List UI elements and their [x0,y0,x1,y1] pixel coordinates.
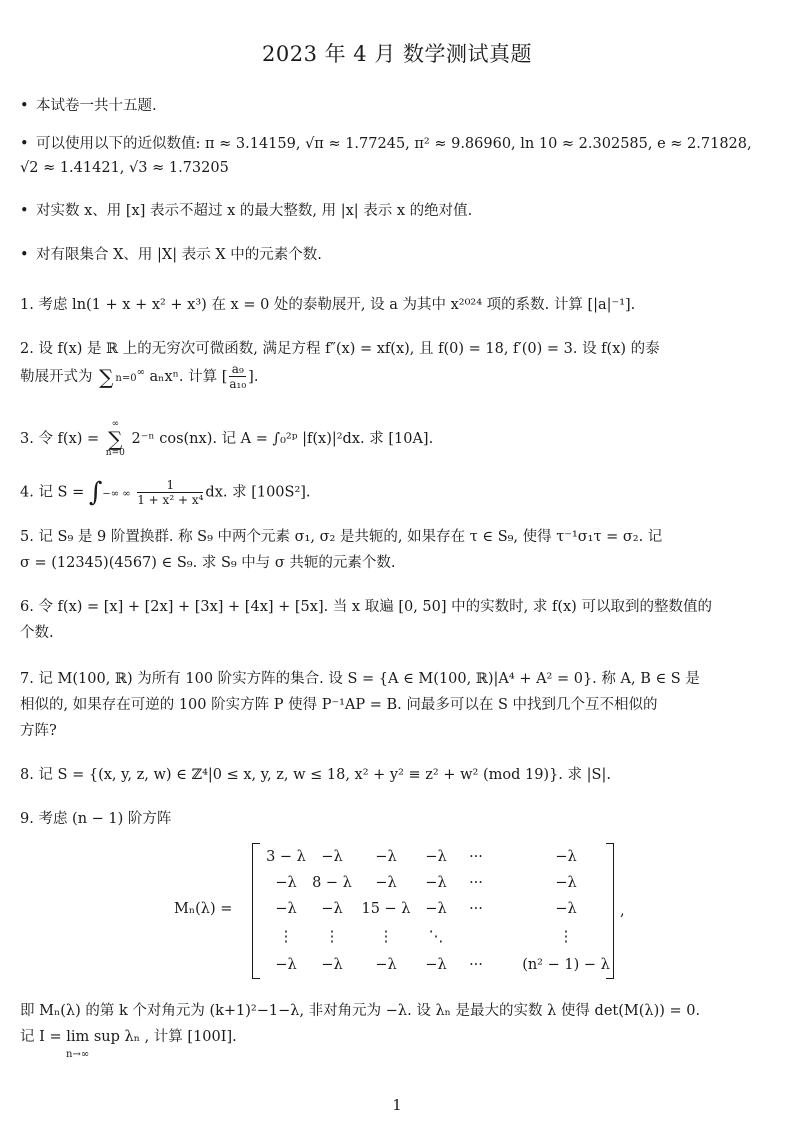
matrix-cell: ⋮ [278,929,294,945]
integral-symbol: ∫ [88,477,103,508]
bullet-text: 本试卷一共十五题. [36,98,157,114]
matrix-cell: −λ [321,901,343,917]
limsup-subscript: n→∞ [66,1049,90,1060]
sum-symbol: ∞ ∑ n=0 [105,419,125,458]
matrix-cell: −λ [425,875,447,891]
matrix-cell: ··· [469,901,483,917]
matrix-comma: , [620,903,625,919]
bullet-dot-icon: • [20,203,29,219]
problem-5-line-1: 5. 记 S₉ 是 9 阶置换群. 称 S₉ 中两个元素 σ₁, σ₂ 是共轭的, 如果存在 τ ∈ S₉, 使得 τ⁻¹σ₁τ = σ₂. 记 [20,529,663,545]
problem-6-line-2: 个数. [20,625,54,641]
matrix-cell: −λ [321,957,343,973]
matrix-cell: ⋱ [428,929,444,945]
matrix-cell: −λ [555,875,577,891]
bullet-item [20,95,157,117]
bullet-dot-icon: • [20,136,29,152]
matrix-cell: −λ [425,957,447,973]
problem-9-line-2: 即 Mₙ(λ) 的第 k 个对角元为 (k+1)²−1−λ, 非对角元为 −λ. 设 λₙ 是最大的实数 λ 使得 det(M(λ)) = 0. [20,1003,701,1019]
bullet-dot-icon: • [20,247,29,263]
matrix-cell: 3 − λ [266,849,306,865]
page-title: 2023 年 4 月 数学测试真题 [261,42,532,66]
matrix-cell: −λ [555,901,577,917]
problem-6-line-1: 6. 令 f(x) = [x] + [2x] + [3x] + [4x] + [5x]. 当 x 取遍 [0, 50] 中的实数时, 求 f(x) 可以取到的整数值的 [20,599,712,615]
problem-2-line-1: 2. 设 f(x) 是 ℝ 上的无穷次可微函数, 满足方程 f″(x) = xf(x), 且 f(0) = 18, f′(0) = 3. 设 f(x) 的泰 [20,341,660,357]
matrix-cell: 8 − λ [312,875,352,891]
matrix-cell: −λ [321,849,343,865]
fraction: $\frac{\text{a₉}}{\text{a₁₀}}$ [229,362,247,392]
matrix-cell: −λ [425,901,447,917]
page-number: 1 [392,1096,402,1114]
problem-7-line-1: 7. 记 M(100, ℝ) 为所有 100 阶实方阵的集合. 设 S = {A ∈ M(100, ℝ)|A⁴ + A² = 0}. 称 A, B ∈ S 是 [20,671,700,687]
matrix-cell: (n² − 1) − λ [522,957,610,973]
matrix-cell: ··· [469,957,483,973]
matrix-cell: ⋮ [378,929,394,945]
problem-2-line-2: 勒展开式为 ∑ n=0∞ aₙxⁿ. 计算 [ $\frac{\text{a₉}}{\text{a₁₀}}$ ]. [20,362,259,392]
fraction: $\frac{1}{\text{1 + x² + x⁴}}$ [137,478,204,507]
matrix-cell: ⋮ [558,929,574,945]
bullet-item [20,133,752,155]
problem-7-line-2: 相似的, 如果存在可逆的 100 阶实方阵 P 使得 P⁻¹AP = B. 问最多可以在 S 中找到几个互不相似的 [20,697,658,713]
problem-3: 3. 令 f(x) = ∞ ∑ n=0 2⁻ⁿ cos(nx). 记 A = ∫₀²ᵖ |f(x)|²dx. 求 [10A]. [20,419,434,458]
matrix-label: Mₙ(λ) = [174,901,233,917]
matrix-cell: −λ [275,957,297,973]
bullet-item [20,200,472,222]
matrix-cell: ⋮ [324,929,340,945]
problem-9-line-3: 记 I = lim sup λₙ , 计算 [100I]. [20,1029,237,1045]
problem-1: 1. 考虑 ln(1 + x + x² + x³) 在 x = 0 处的泰勒展开, 设 a 为其中 x²⁰²⁴ 项的系数. 计算 [|a|⁻¹]. [20,297,636,313]
bullet-dot-icon: • [20,98,29,114]
bullet-item [20,244,322,266]
matrix-cell: −λ [275,875,297,891]
matrix-cell: −λ [275,901,297,917]
bullet-continuation: √2 ≈ 1.41421, √3 ≈ 1.73205 [20,160,229,176]
matrix-cell: −λ [375,875,397,891]
problem-4: 4. 记 S = ∫−∞ ∞ $\frac{1}{\text{1 + x² + x⁴}}$ dx. 求 [100S²]. [20,477,311,508]
problem-5-line-2: σ = (12345)(4567) ∈ S₉. 求 S₉ 中与 σ 共轭的元素个数. [20,555,396,571]
matrix-cell: 15 − λ [361,901,411,917]
problem-9-intro: 9. 考虑 (n − 1) 阶方阵 [20,811,172,827]
matrix-cell: ··· [469,875,483,891]
problem-8: 8. 记 S = {(x, y, z, w) ∈ ℤ⁴|0 ≤ x, y, z, w ≤ 18, x² + y² ≡ z² + w² (mod 19)}. 求 |S|. [20,767,611,783]
bullet-text: 可以使用以下的近似数值: π ≈ 3.14159, √π ≈ 1.77245, π² ≈ 9.86960, ln 10 ≈ 2.302585, e ≈ 2.71828, [36,136,752,152]
bullet-text: 对有限集合 X、用 |X| 表示 X 中的元素个数. [36,247,322,263]
sum-symbol: ∑ [99,364,114,389]
matrix-cell: ··· [469,849,483,865]
matrix-cell: −λ [375,957,397,973]
bullet-text: 对实数 x、用 [x] 表示不超过 x 的最大整数, 用 |x| 表示 x 的绝对值. [36,203,473,219]
problem-7-line-3: 方阵? [20,723,57,739]
matrix-cell: −λ [555,849,577,865]
matrix-cell: −λ [425,849,447,865]
matrix-cell: −λ [375,849,397,865]
